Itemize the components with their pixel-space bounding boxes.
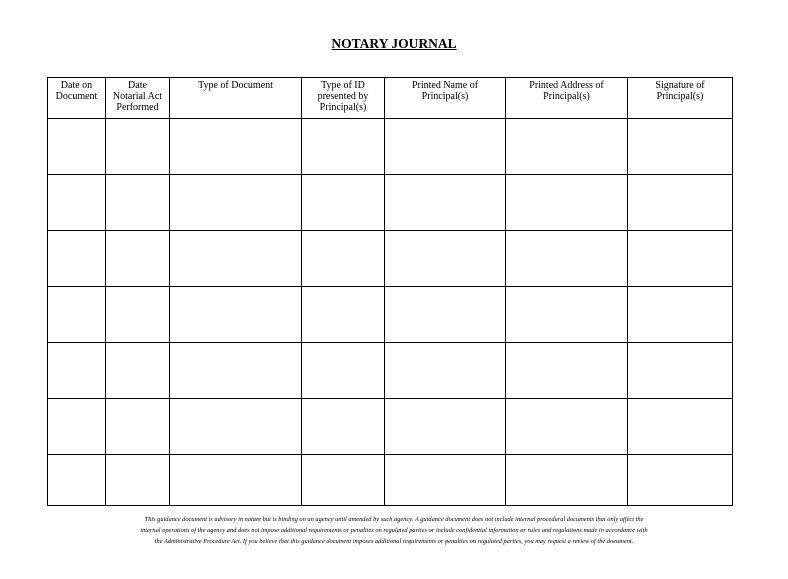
table-cell [48,399,106,455]
table-row [48,287,733,343]
table-cell [170,287,302,343]
table-row [48,399,733,455]
table-cell [385,119,506,175]
table-cell [302,231,385,287]
table-cell [106,175,170,231]
column-header-printed-name [385,78,506,119]
table-cell [385,231,506,287]
column-header-label: Printed Name of Principal(s) [411,80,479,102]
journal-table [47,77,733,506]
table-cell [506,119,628,175]
table-cell [506,399,628,455]
column-header-label: Printed Address of Principal(s) [529,80,604,102]
table-cell [628,455,733,506]
column-header-printed-address [506,78,628,119]
page-title [0,36,788,52]
table-cell [506,287,628,343]
table-cell [48,343,106,399]
table-cell [106,399,170,455]
table-cell [385,287,506,343]
table-cell [385,455,506,506]
table-cell [628,119,733,175]
table-cell [106,455,170,506]
table-row [48,119,733,175]
table-cell [385,399,506,455]
table-cell [48,175,106,231]
column-header-signature [628,78,733,119]
table-cell [170,231,302,287]
column-header-type-of-document [170,78,302,119]
table-row [48,343,733,399]
column-header-label: Type of Document [198,80,273,91]
table-cell [302,455,385,506]
table-cell [628,399,733,455]
table-row [48,231,733,287]
column-header-label: Date Notarial Act Performed [112,80,163,113]
table-cell [628,287,733,343]
column-header-label: Type of ID presented by Principal(s) [317,80,369,113]
table-cell [106,119,170,175]
table-cell [48,119,106,175]
page-title-text: NOTARY JOURNAL [331,36,457,51]
table-cell [506,455,628,506]
table-cell [48,231,106,287]
table-cell [170,343,302,399]
table-cell [48,455,106,506]
table-cell [628,231,733,287]
column-header-label: Date on Document [55,80,98,102]
table-cell [506,175,628,231]
table-cell [170,455,302,506]
table-cell [106,287,170,343]
table-cell [302,175,385,231]
column-header-date-notarial-act [106,78,170,119]
table-cell [385,175,506,231]
table-cell [302,399,385,455]
table-cell [302,343,385,399]
table-cell [506,343,628,399]
column-header-label: Signature of Principal(s) [655,80,705,102]
column-header-type-of-id [302,78,385,119]
table-cell [628,343,733,399]
table-cell [170,175,302,231]
table-cell [302,287,385,343]
table-row [48,455,733,506]
table-cell [106,231,170,287]
guidance-disclaimer: This guidance document is advisory in nature but is binding on an agency until amended by such agency. A guidance document does not include internal procedural documents that only affect the internal operations of the agency and does not impose additional requirements or penalties on regulated parties or include confidential information or rules and regulations made in accordance with the Administrative Procedure Act. If you believe that this guidance document imposes additional requirements or penalties on regulated parties, you may request a review of the document. [140,516,648,545]
table-cell [170,399,302,455]
table-cell [385,343,506,399]
table-cell [506,231,628,287]
table-cell [170,119,302,175]
table-header-row [48,78,733,119]
table-cell [106,343,170,399]
table-row [48,175,733,231]
column-header-date-on-document [48,78,106,119]
table-cell [302,119,385,175]
table-cell [48,287,106,343]
table-cell [628,175,733,231]
